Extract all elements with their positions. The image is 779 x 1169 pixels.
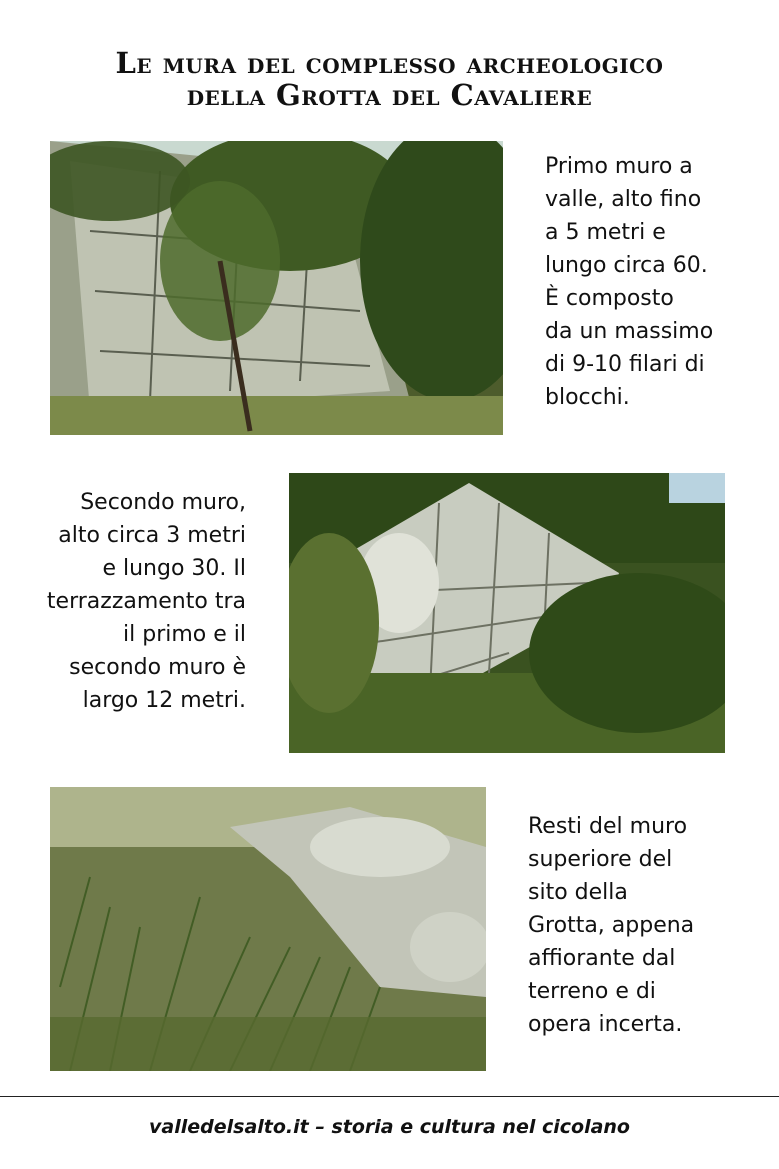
caption-line: da un massimo: [545, 319, 714, 344]
caption-line: Grotta, appena: [528, 913, 695, 938]
footer-divider: [0, 1096, 779, 1097]
caption-line: È composto: [545, 286, 674, 311]
caption-line: Primo muro a: [545, 154, 693, 179]
caption-line: Secondo muro,: [80, 490, 246, 515]
page-title: [0, 47, 779, 111]
caption-line: terrazzamento tra: [46, 589, 246, 614]
caption-line: blocchi.: [545, 385, 630, 410]
caption-line: largo 12 metri.: [82, 688, 246, 713]
title-line-1: Le mura del complesso archeologico: [115, 46, 664, 80]
caption-line: superiore del: [528, 847, 673, 872]
caption-line: e lungo 30. Il: [102, 556, 246, 581]
caption-line: valle, alto fino: [545, 187, 702, 212]
caption-line: Resti del muro: [528, 814, 688, 839]
caption-line: opera incerta.: [528, 1012, 683, 1037]
caption-line: affiorante dal: [528, 946, 676, 971]
caption-line: lungo circa 60.: [545, 253, 708, 278]
footer-text: valledelsalto.it – storia e cultura nel cicolano: [149, 1116, 630, 1138]
caption-line: sito della: [528, 880, 628, 905]
photo-first-wall: [50, 141, 503, 435]
photo-upper-wall: [50, 787, 486, 1071]
caption-line: alto circa 3 metri: [58, 523, 246, 548]
caption-line: di 9-10 filari di: [545, 352, 705, 377]
caption-line: secondo muro è: [69, 655, 246, 680]
photo-second-wall: [289, 473, 725, 753]
title-line-2: della Grotta del Cavaliere: [186, 78, 593, 112]
caption-second-wall: [20, 486, 246, 717]
caption-line: terreno e di: [528, 979, 656, 1004]
caption-upper-wall: [528, 810, 694, 1041]
caption-first-wall: [545, 150, 713, 414]
caption-line: il primo e il: [123, 622, 246, 647]
caption-line: a 5 metri e: [545, 220, 666, 245]
